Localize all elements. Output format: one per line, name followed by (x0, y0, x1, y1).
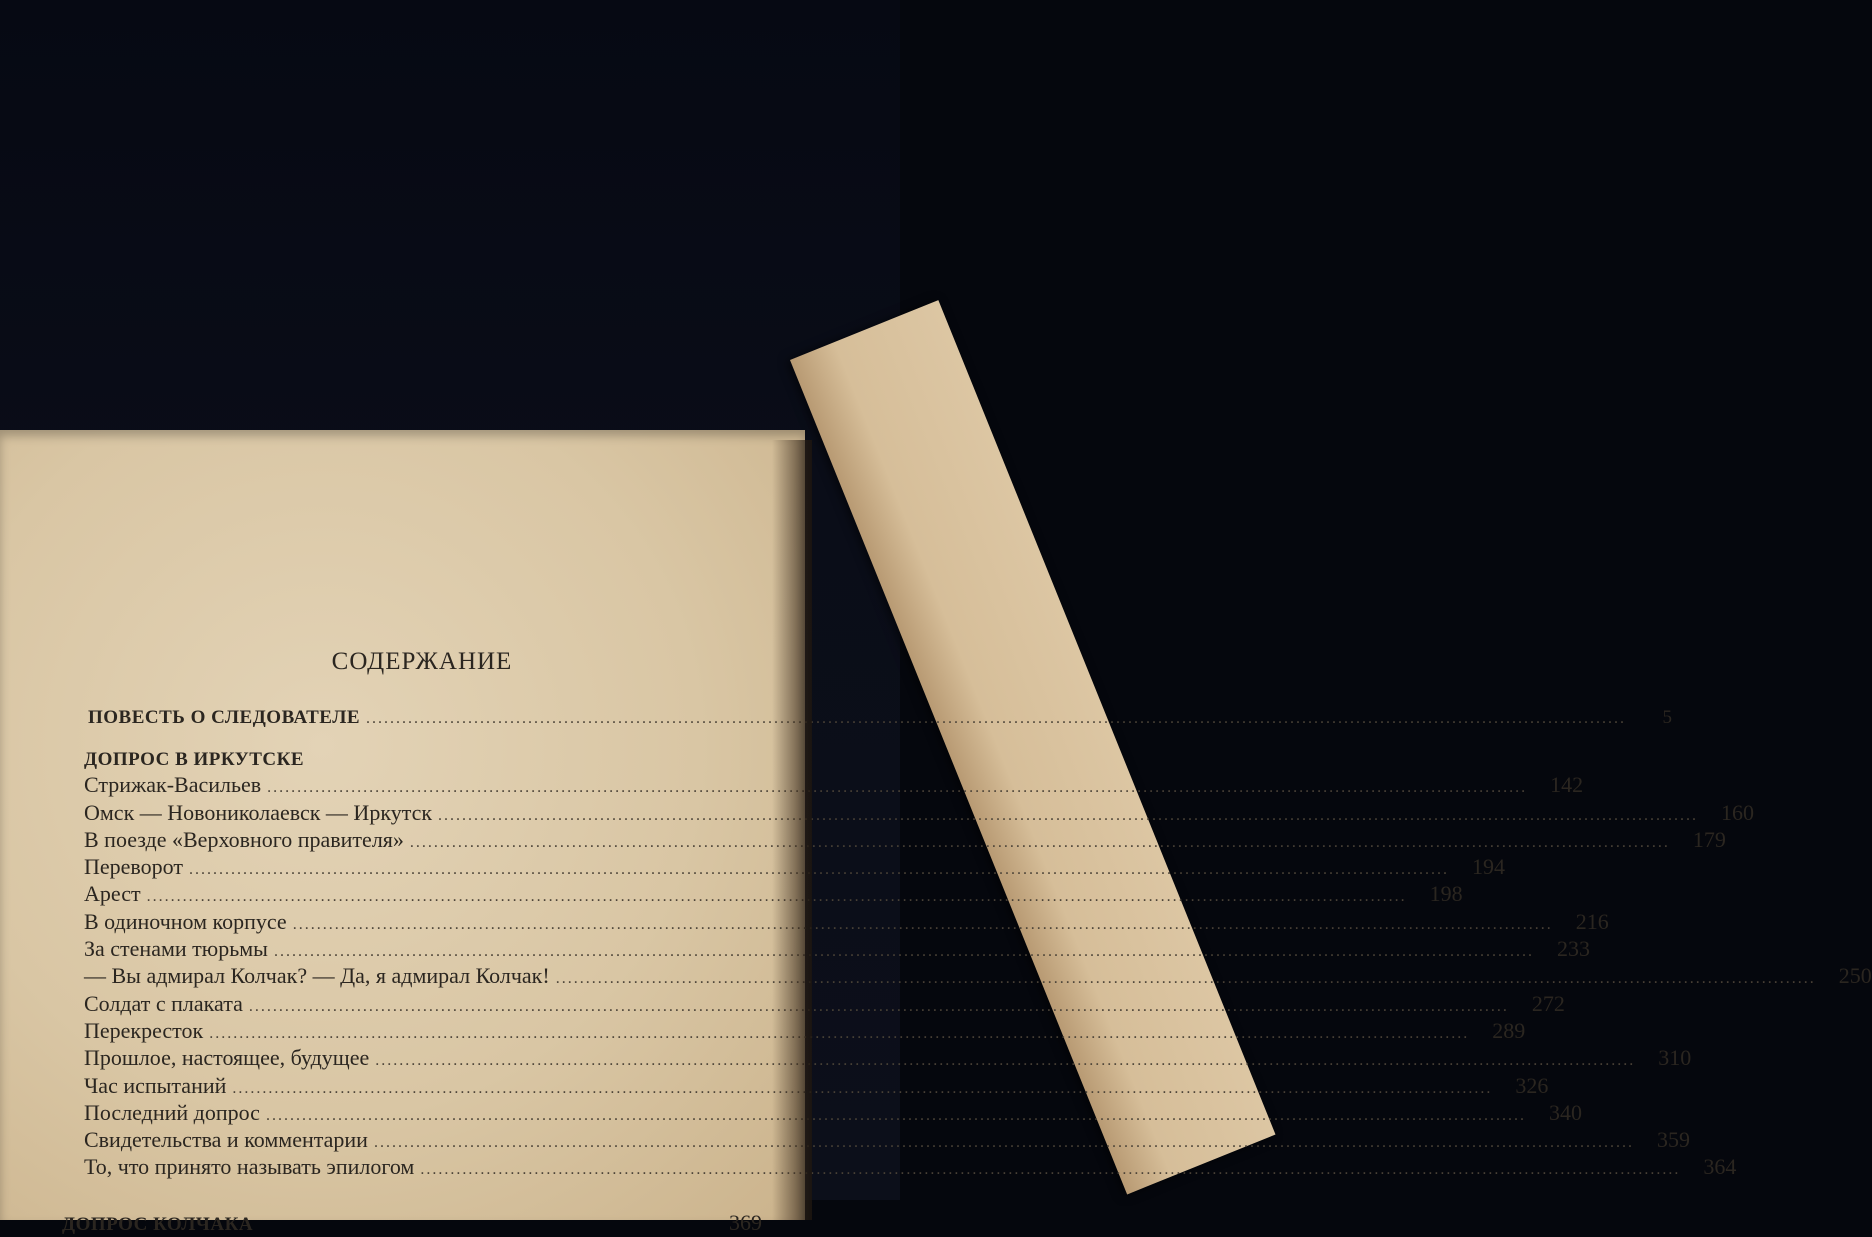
toc-entry (84, 1154, 1737, 1182)
dot-leader (420, 1158, 1680, 1182)
toc-entry-label: За стенами тюрьмы (84, 936, 268, 962)
toc-entry-page: 179 (1692, 826, 1726, 852)
dot-leader (274, 940, 1534, 964)
toc-entry (84, 1099, 1582, 1128)
dot-leader (374, 1131, 1634, 1155)
table-of-contents (62, 648, 1872, 1237)
toc-entry (84, 799, 1755, 828)
toc-entry-page: 250 (1838, 963, 1872, 989)
dot-leader (232, 1077, 1492, 1101)
dot-leader (438, 804, 1698, 828)
dot-leader (366, 707, 1626, 731)
toc-title: СОДЕРЖАНИЕ (331, 648, 513, 675)
toc-entry-label: ПОВЕСТЬ О СЛЕДОВАТЕЛЕ (88, 707, 361, 728)
toc-entry-label: Час испытаний (84, 1072, 227, 1098)
toc-entry-label: В одиночном корпусе (84, 908, 287, 934)
toc-entry (84, 936, 1590, 964)
page-gutter-shadow (772, 440, 812, 1220)
toc-entry-label: — Вы адмирал Колчак? — Да, я адмирал Колчак! (84, 963, 550, 989)
toc-entry (84, 772, 1584, 800)
toc-entry (84, 963, 1872, 991)
toc-entry-label: ДОПРОС КОЛЧАКА (62, 1213, 254, 1235)
toc-entry-label: Арест (84, 881, 141, 907)
toc-entry-page: 359 (1656, 1127, 1690, 1153)
toc-entry-page: 142 (1550, 772, 1584, 798)
toc-entry (84, 990, 1565, 1019)
toc-entry (84, 908, 1609, 937)
toc-entry-label: В поезде «Верховного правителя» (84, 826, 404, 852)
toc-entry-label: Солдат с плаката (84, 990, 243, 1016)
dot-leader (189, 858, 1449, 882)
dot-leader (293, 913, 1553, 937)
toc-entry-page: 194 (1471, 854, 1505, 880)
toc-entry-label: Свидетельства и комментарии (84, 1127, 368, 1153)
dot-leader (209, 1022, 1469, 1046)
toc-entry-page: 160 (1721, 799, 1755, 825)
dot-leader (266, 1104, 1526, 1128)
toc-entry-page: 326 (1515, 1072, 1549, 1098)
toc-entry-label: Прошлое, настоящее, будущее (84, 1045, 370, 1071)
toc-entry (84, 1072, 1549, 1101)
toc-entry-page: 233 (1556, 936, 1590, 962)
toc-entry (84, 1017, 1526, 1046)
toc-entry (84, 881, 1463, 909)
toc-section-heading: ДОПРОС В ИРКУТСКЕ (84, 749, 305, 771)
toc-entry-part3 (62, 1211, 762, 1237)
toc-entry-label: Переворот (84, 854, 183, 880)
toc-entry-part1 (62, 706, 1673, 731)
dot-leader (410, 831, 1670, 855)
toc-entry-page: 364 (1703, 1154, 1737, 1180)
toc-entry-page: 310 (1658, 1045, 1692, 1071)
toc-entry-page: 272 (1531, 990, 1565, 1016)
toc-entry-page: 5 (1662, 707, 1673, 728)
toc-entry-label: Омск — Новониколаевск — Иркутск (84, 799, 433, 825)
toc-entry-label: То, что принято называть эпилогом (84, 1154, 415, 1180)
dot-leader (556, 967, 1816, 991)
toc-entry-label: Последний допрос (84, 1099, 260, 1125)
toc-entry-page: 369 (729, 1209, 762, 1235)
toc-entry (84, 854, 1505, 882)
toc-entry-page: 340 (1548, 1099, 1582, 1125)
dot-leader (375, 1049, 1635, 1073)
toc-entry-page: 289 (1492, 1017, 1526, 1043)
toc-entry (84, 1045, 1692, 1073)
dot-leader (267, 776, 1527, 800)
toc-entry (84, 826, 1726, 855)
toc-entry-label: Стрижак-Васильев (84, 772, 262, 798)
toc-entry (84, 1127, 1690, 1155)
dot-leader (249, 995, 1509, 1019)
book-page (0, 430, 1872, 1235)
toc-entry-label: Перекресток (84, 1017, 204, 1043)
toc-section-items (62, 772, 1872, 1182)
toc-entry-page: 198 (1429, 881, 1463, 907)
toc-entry-page: 216 (1575, 908, 1609, 934)
